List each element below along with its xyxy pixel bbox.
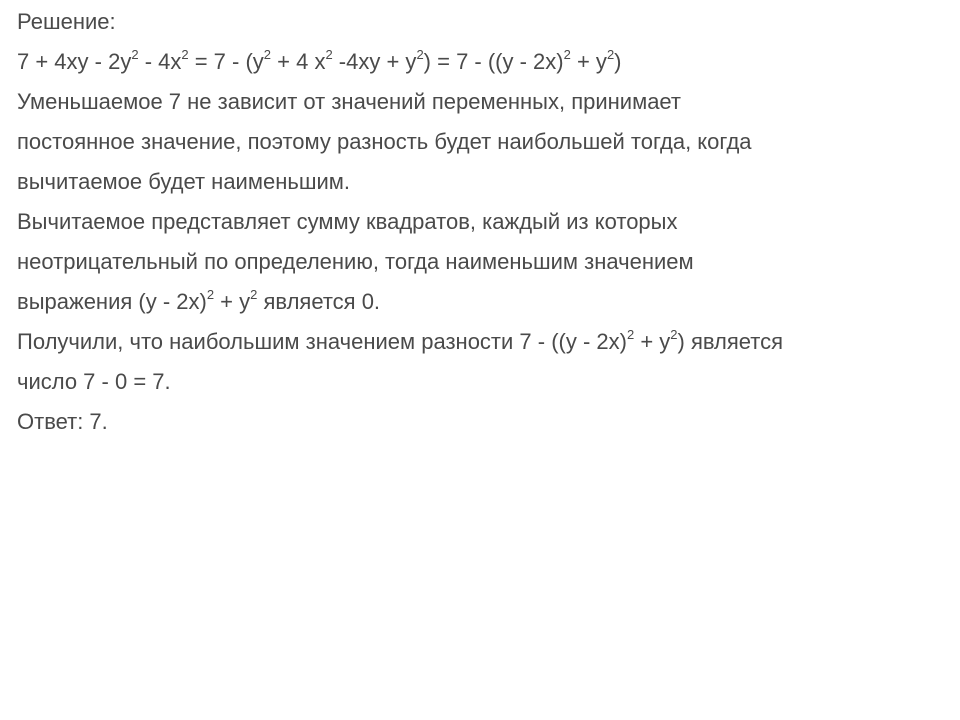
- conclusion-line: Получили, что наибольшим значением разности $7 - ((y - 2x)^2 + y^2)$ является: [17, 326, 784, 354]
- conclusion-line: число 7 - 0 = 7.: [17, 369, 171, 394]
- paragraph-line: Уменьшаемое 7 не зависит от значений переменных, принимает: [17, 89, 682, 114]
- paragraph-line: вычитаемое будет наименьшим.: [17, 169, 350, 194]
- expression-line: выражения $(y - 2x)^2 + y^2$ является 0.: [17, 286, 381, 314]
- answer-line: Ответ: 7.: [17, 409, 108, 434]
- paragraph-line: Вычитаемое представляет сумму квадратов, каждый из которых: [17, 209, 678, 234]
- paragraph-line: постоянное значение, поэтому разность будет наибольшей тогда, когда: [17, 129, 752, 154]
- equation-line: $7 + 4xy - 2y^2 - 4x^2 = 7 - (y^2 + 4$ $x^2$ $-4xy + y^2) = 7 - ((y - 2x)^2 + y^2)$: [17, 46, 622, 74]
- paragraph-line: неотрицательный по определению, тогда наименьшим значением: [17, 249, 694, 274]
- solution-heading: Решение:: [17, 9, 116, 34]
- solution-document: [17, 2, 947, 442]
